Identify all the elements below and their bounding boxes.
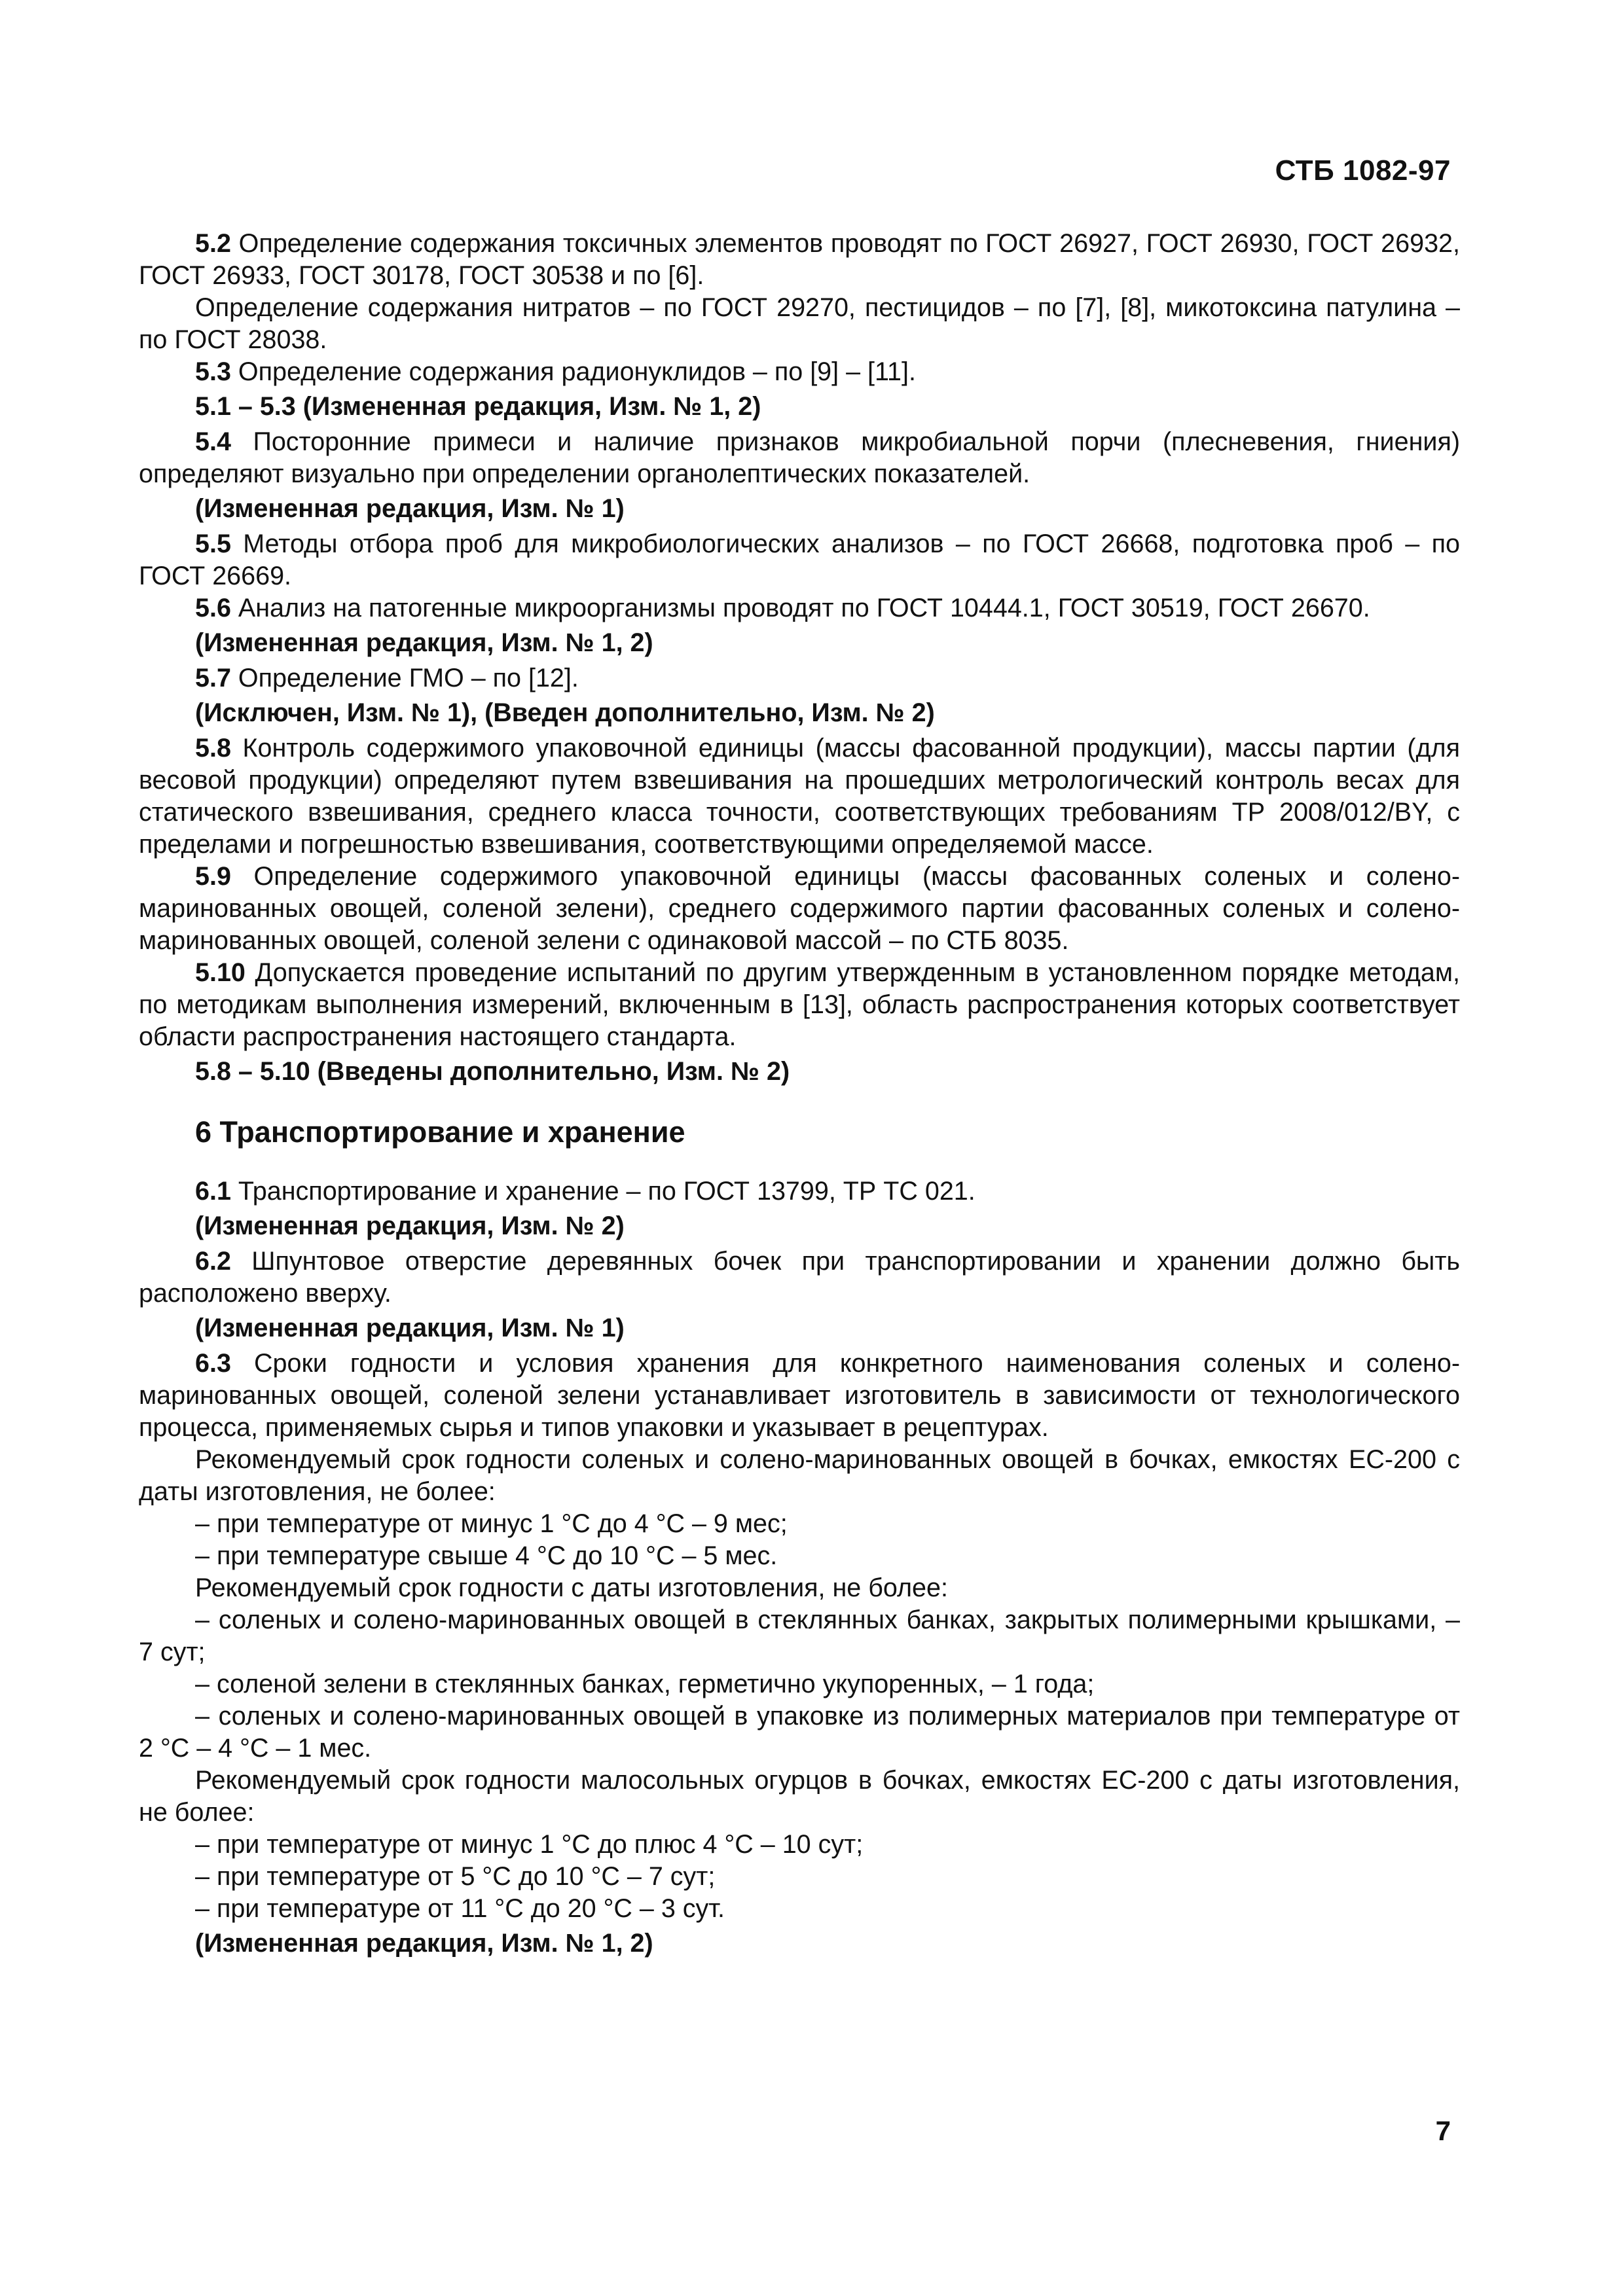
clause-number: 5.9: [195, 862, 231, 891]
paragraph-5-7: [139, 662, 1460, 694]
paragraph-6-3: [139, 1348, 1460, 1444]
list-item: – соленых и солено-маринованных овощей в упаковке из полимерных материалов при температуре от 2 °С – 4 °С – 1 мес.: [139, 1702, 1460, 1763]
amendment-note: (Измененная редакция, Изм. № 1, 2): [195, 1929, 653, 1958]
paragraph-text: Рекомендуемый срок годности с даты изготовления, не более:: [195, 1573, 948, 1602]
amendment-note: (Измененная редакция, Изм. № 1): [195, 1314, 625, 1342]
paragraph-text: Определение содержания токсичных элементов проводят по ГОСТ 26927, ГОСТ 26930, ГОСТ 26932, ГОСТ 26933, ГОСТ 30178, ГОСТ 30538 и по [6].: [139, 229, 1460, 290]
paragraph-shelf-life-general: [139, 1572, 1460, 1604]
clause-number: 6.1: [195, 1177, 231, 1206]
document-body: [139, 228, 1460, 1963]
document-code: СТБ 1082-97: [1275, 154, 1451, 187]
amendment-note: (Измененная редакция, Изм. № 2): [195, 1211, 625, 1240]
clause-number: 5.3: [195, 357, 231, 386]
paragraph-nitrates: [139, 292, 1460, 356]
list-item: – соленых и солено-маринованных овощей в стеклянных банках, закрытых полимерными крышками, – 7 сут;: [139, 1605, 1460, 1666]
paragraph-text: Методы отбора проб для микробиологических анализов – по ГОСТ 26668, подготовка проб – по ГОСТ 26669.: [139, 529, 1460, 590]
paragraph-shelf-life-cucumbers: [139, 1765, 1460, 1829]
paragraph-6-1: [139, 1175, 1460, 1208]
paragraph-5-6: [139, 592, 1460, 624]
list-item: – при температуре свыше 4 °С до 10 °С – 5 мес.: [195, 1541, 778, 1570]
amendment-note: 5.8 – 5.10 (Введены дополнительно, Изм. № 2): [195, 1057, 790, 1086]
paragraph-5-3: [139, 356, 1460, 388]
clause-number: 6.3: [195, 1349, 231, 1378]
clause-number: 5.6: [195, 594, 231, 622]
clause-number: 5.10: [195, 958, 246, 987]
paragraph-5-9: [139, 861, 1460, 957]
clause-number: 5.4: [195, 427, 231, 456]
paragraph-5-2: [139, 228, 1460, 292]
paragraph-5-5: [139, 528, 1460, 592]
paragraph-5-10: [139, 957, 1460, 1053]
section-heading: 6 Транспортирование и хранение: [195, 1115, 685, 1149]
paragraph-text: Сроки годности и условия хранения для конкретного наименования соленых и солено-маринованных овощей, соленой зелени устанавливает изготовитель в зависимости от технологического процесса, применяемых сырья и типов упаковки и указывает в рецептурах.: [139, 1349, 1460, 1442]
paragraph-text: Определение содержания радионуклидов – по [9] – [11].: [230, 357, 916, 386]
clause-number: 6.2: [195, 1247, 231, 1276]
list-item: – при температуре от минус 1 °С до 4 °С – 9 мес;: [195, 1509, 788, 1538]
paragraph-text: Шпунтовое отверстие деревянных бочек при транспортировании и хранении должно быть расположено вверху.: [139, 1247, 1460, 1308]
list-item: – при температуре от 5 °С до 10 °С – 7 сут;: [195, 1862, 716, 1891]
clause-number: 5.7: [195, 664, 231, 692]
paragraph-text: Определение ГМО – по [12].: [230, 664, 579, 692]
paragraph-text: Допускается проведение испытаний по другим утвержденным в установленном порядке методам, по методикам выполнения измерений, включенным в [13], область распространения которых соответствует области распространения настоящего стандарта.: [139, 958, 1460, 1051]
paragraph-6-2: [139, 1246, 1460, 1310]
list-item: – при температуре от 11 °С до 20 °С – 3 сут.: [195, 1894, 725, 1923]
paragraph-text: Рекомендуемый срок годности малосольных огурцов в бочках, емкостях ЕС-200 с даты изготовления, не более:: [139, 1766, 1460, 1827]
paragraph-text: Посторонние примеси и наличие признаков микробиальной порчи (плесневения, гниения) определяют визуально при определении органолептических показателей.: [139, 427, 1460, 488]
list-item: – соленой зелени в стеклянных банках, герметично укупоренных, – 1 года;: [195, 1670, 1095, 1698]
paragraph-shelf-life-barrels: [139, 1444, 1460, 1508]
clause-number: 5.5: [195, 529, 231, 558]
list-item: – при температуре от минус 1 °С до плюс 4 °С – 10 сут;: [195, 1830, 864, 1859]
paragraph-text: Анализ на патогенные микроорганизмы проводят по ГОСТ 10444.1, ГОСТ 30519, ГОСТ 26670.: [230, 594, 1370, 622]
paragraph-text: Транспортирование и хранение – по ГОСТ 13799, ТР ТС 021.: [230, 1177, 976, 1206]
amendment-note: (Исключен, Изм. № 1), (Введен дополнительно, Изм. № 2): [195, 698, 935, 727]
paragraph-text: Определение содержания нитратов – по ГОСТ 29270, пестицидов – по [7], [8], микотоксина патулина – по ГОСТ 28038.: [139, 293, 1460, 354]
clause-number: 5.2: [195, 229, 231, 258]
amendment-note: 5.1 – 5.3 (Измененная редакция, Изм. № 1, 2): [195, 392, 761, 421]
paragraph-text: Рекомендуемый срок годности соленых и солено-маринованных овощей в бочках, емкостях ЕС-200 с даты изготовления, не более:: [139, 1445, 1460, 1506]
amendment-note: (Измененная редакция, Изм. № 1, 2): [195, 628, 653, 657]
paragraph-5-8: [139, 732, 1460, 861]
clause-number: 5.8: [195, 734, 231, 762]
page-number: 7: [1435, 2115, 1451, 2146]
paragraph-5-4: [139, 426, 1460, 490]
amendment-note: (Измененная редакция, Изм. № 1): [195, 494, 625, 523]
paragraph-text: Контроль содержимого упаковочной единицы (массы фасованной продукции), массы партии (для весовой продукции) определяют путем взвешивания на прошедших метрологический контроль весах для статического взвешивания, среднего класса точности, соответствующих требованиям ТР 2008/012/BY, с пределами и погрешностью взвешивания, соответствующими определяемой массе.: [139, 734, 1460, 859]
paragraph-text: Определение содержимого упаковочной единицы (массы фасованных соленых и солено-маринованных овощей, соленой зелени), среднего содержимого партии фасованных соленых и солено-маринованных овощей, соленой зелени с одинаковой массой – по СТБ 8035.: [139, 862, 1460, 955]
